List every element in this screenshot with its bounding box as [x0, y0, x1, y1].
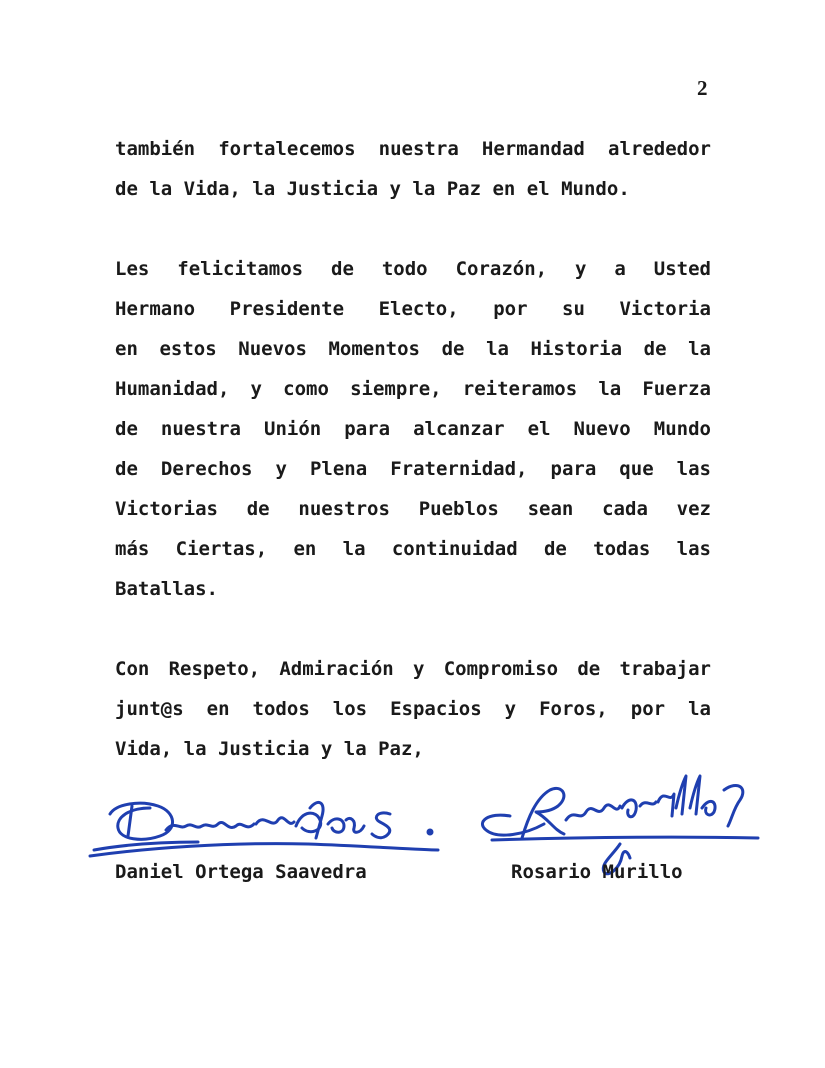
text-line: más Ciertas, en la continuidad de todas las [115, 538, 711, 560]
text-line: de la Vida, la Justicia y la Paz en el Mundo. [115, 178, 630, 200]
text-line: Batallas. [115, 578, 218, 600]
signatory-name-right: Rosario Murillo [511, 861, 683, 883]
letter-paragraph-2 [115, 249, 711, 609]
letter-paragraph-3 [115, 649, 711, 769]
signatory-name-left: Daniel Ortega Saavedra [115, 861, 367, 883]
text-line: Con Respeto, Admiración y Compromiso de trabajar [115, 658, 711, 680]
letter-paragraph-1 [115, 129, 711, 209]
text-line: Hermano Presidente Electo, por su Victoria [115, 298, 711, 320]
text-line: Vida, la Justicia y la Paz, [115, 738, 424, 760]
text-line: Humanidad, y como siempre, reiteramos la Fuerza [115, 378, 711, 400]
page-number: 2 [697, 76, 708, 100]
text-line: de Derechos y Plena Fraternidad, para que las [115, 458, 711, 480]
text-line: Victorias de nuestros Pueblos sean cada vez [115, 498, 711, 520]
text-line: Les felicitamos de todo Corazón, y a Usted [115, 258, 711, 280]
text-line: junt@s en todos los Espacios y Foros, por la [115, 698, 711, 720]
text-line: en estos Nuevos Momentos de la Historia de la [115, 338, 711, 360]
text-line: también fortalecemos nuestra Hermandad alrededor [115, 138, 711, 160]
text-line: de nuestra Unión para alcanzar el Nuevo Mundo [115, 418, 711, 440]
